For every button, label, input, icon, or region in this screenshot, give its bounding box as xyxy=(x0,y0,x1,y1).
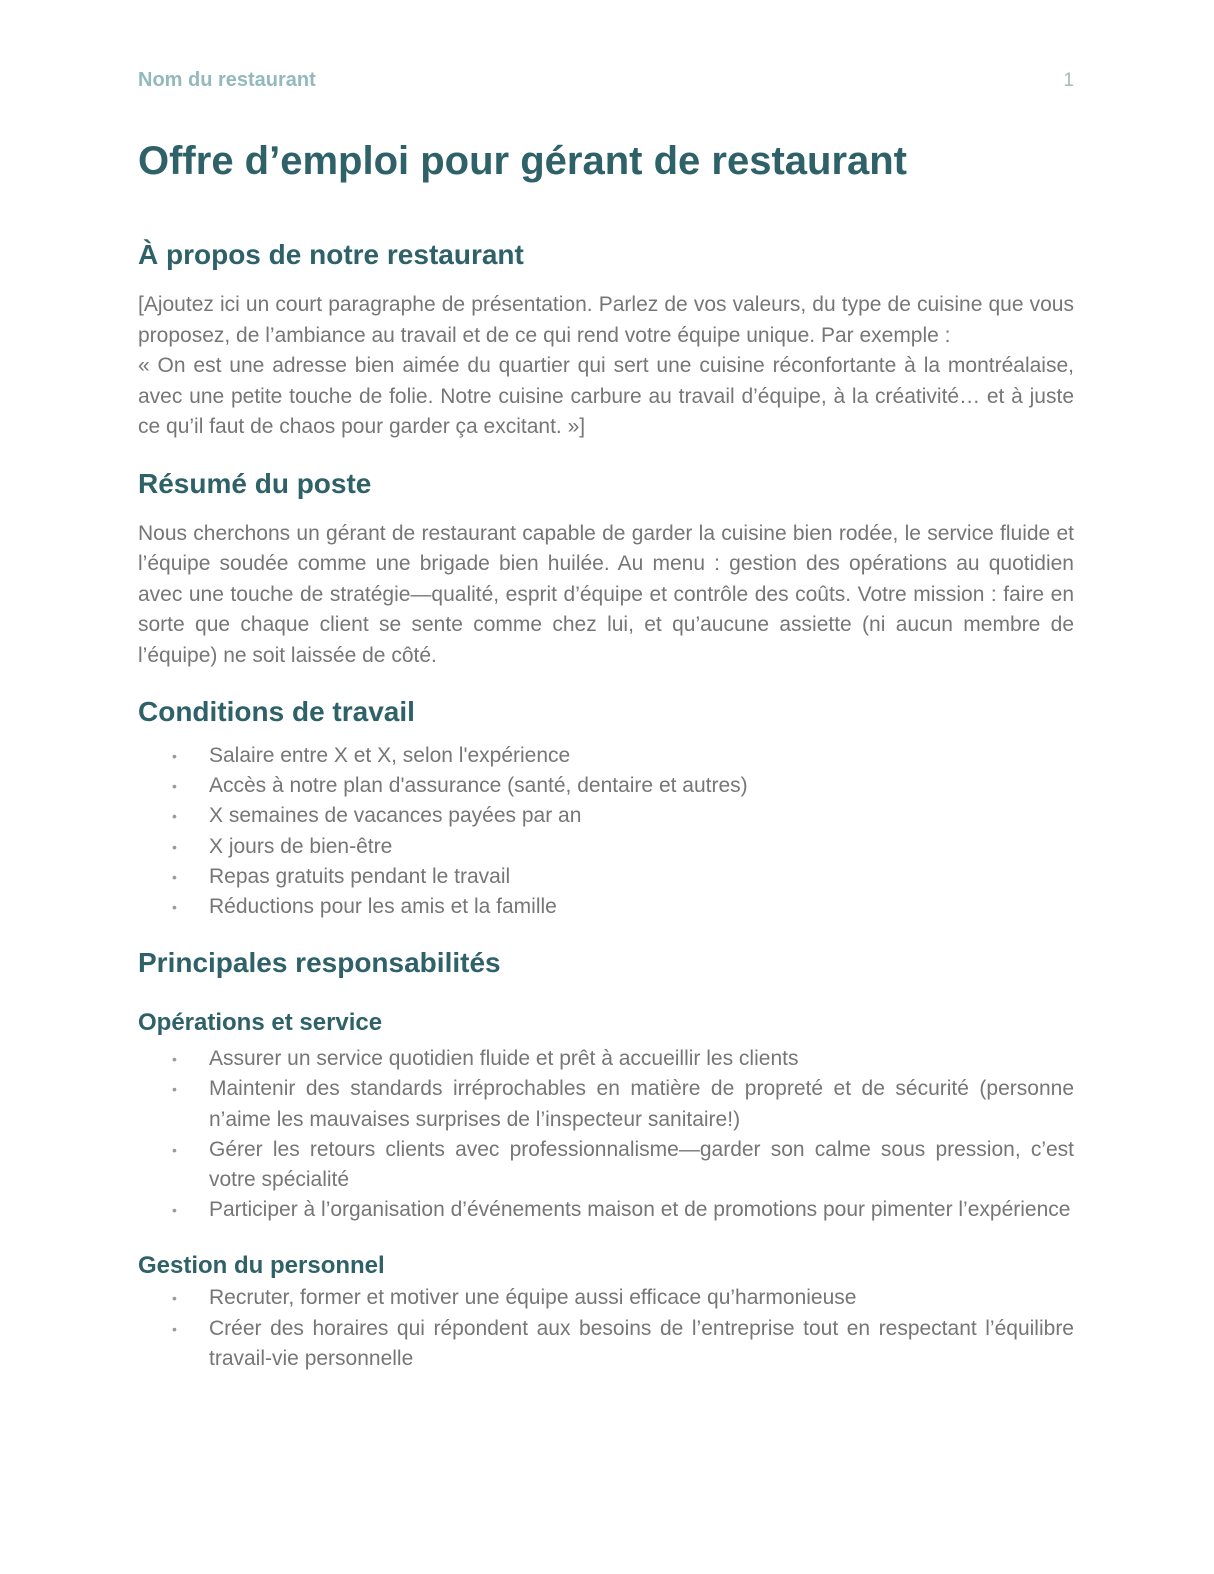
list-item: • Gérer les retours clients avec professionnalisme—garder son calme sous pression, c’est votre spécialité xyxy=(138,1135,1074,1195)
bullet-icon: • xyxy=(172,1081,177,1098)
list-item: • Recruter, former et motiver une équipe aussi efficace qu’harmonieuse xyxy=(138,1283,1074,1313)
bullet-icon: • xyxy=(172,1141,177,1158)
about-paragraph-line2: « On est une adresse bien aimée du quartier qui sert une cuisine réconfortante à la montréalaise, avec une petite touche de folie. Notre cuisine carbure au travail d’équipe, à la créativité… et à juste ce qu’il faut de chaos pour garder ça excitant. »] xyxy=(138,354,1074,438)
list-item: • Créer des horaires qui répondent aux besoins de l’entreprise tout en respectant l’équilibre travail-vie personnelle xyxy=(138,1314,1074,1374)
list-item: • X semaines de vacances payées par an xyxy=(138,801,1074,831)
bullet-icon: • xyxy=(172,748,177,764)
list-item: • Maintenir des standards irréprochables en matière de propreté et de sécurité (personne n’aime les mauvaises surprises de l’inspecteur sanitaire!) xyxy=(138,1074,1074,1134)
subheading-operations: Opérations et service xyxy=(138,1009,383,1037)
list-item: • Assurer un service quotidien fluide et prêt à accueillir les clients xyxy=(138,1044,1074,1074)
list-item: • Salaire entre X et X, selon l'expérience xyxy=(138,741,1074,771)
summary-paragraph: Nous cherchons un gérant de restaurant capable de garder la cuisine bien rodée, le service fluide et l’équipe soudée comme une brigade bien huilée. Au menu : gestion des opérations au quotidien avec une touche de stratégie—qualité, esprit d’équipe et contrôle des coûts. Votre mission : faire en sorte que chaque client se sente comme chez lui, et qu’aucune assiette (ni aucun membre de l’équipe) ne soit laissée de côté. xyxy=(138,521,1074,667)
section-heading-summary: Résumé du poste xyxy=(138,467,372,499)
section-heading-about: À propos de notre restaurant xyxy=(138,239,524,270)
bullet-icon: • xyxy=(172,868,177,885)
bullet-icon: • xyxy=(172,1051,177,1068)
staff-list xyxy=(138,1283,1074,1374)
list-item: • Participer à l’organisation d’événements maison et de promotions pour pimenter l’expérience xyxy=(138,1195,1074,1225)
bullet-icon: • xyxy=(172,899,177,916)
section-heading-responsibilities: Principales responsabilités xyxy=(138,947,501,979)
operations-list xyxy=(138,1044,1074,1225)
document-title: Offre d’emploi pour gérant de restaurant xyxy=(138,139,908,183)
bullet-icon: • xyxy=(172,778,177,795)
section-heading-conditions: Conditions de travail xyxy=(138,696,415,727)
about-paragraph xyxy=(138,290,1074,443)
bullet-icon: • xyxy=(172,1202,177,1219)
list-item: • X jours de bien-être xyxy=(138,832,1074,862)
document-body xyxy=(138,134,1074,1398)
bullet-icon: • xyxy=(172,1290,177,1307)
bullet-icon: • xyxy=(172,808,177,825)
list-item: • Repas gratuits pendant le travail xyxy=(138,862,1074,892)
header-restaurant-name: Nom du restaurant xyxy=(138,69,316,91)
about-paragraph-line1: [Ajoutez ici un court paragraphe de présentation. Parlez de vos valeurs, du type de cuisine que vous proposez, de l’ambiance au travail et de ce qui rend votre équipe unique. Par exemple : xyxy=(138,293,1074,347)
conditions-list xyxy=(138,741,1074,922)
page-number: 1 xyxy=(1063,70,1074,91)
bullet-icon: • xyxy=(172,1320,177,1337)
subheading-staff: Gestion du personnel xyxy=(138,1252,385,1280)
list-item: • Réductions pour les amis et la famille xyxy=(138,892,1074,922)
list-item: • Accès à notre plan d'assurance (santé, dentaire et autres) xyxy=(138,771,1074,801)
bullet-icon: • xyxy=(172,838,177,855)
